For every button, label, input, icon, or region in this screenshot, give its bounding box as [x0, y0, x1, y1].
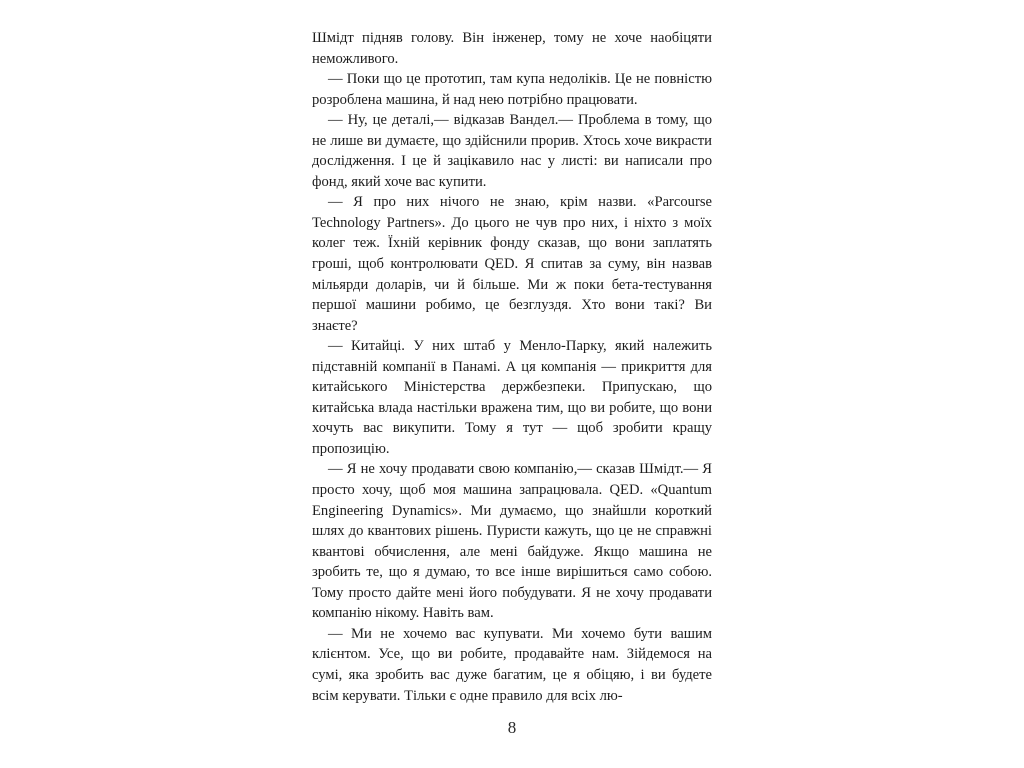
paragraph: — Поки що це прототип, там купа недоліків. Це не повністю розроблена машина, й над нею потрібно працювати. — [312, 71, 712, 108]
text-column — [312, 28, 712, 706]
paragraph: — Я про них нічого не знаю, крім назви. «Parcourse Technology Partners». До цього не чув про них, і ніхто з моїх колег теж. Їхній керівник фонду сказав, що вони заплатять гроші, щоб контролювати QED. Я спитав за суму, він назвав мільярди доларів, чи й більше. Ми ж поки бета-тестування першої машини робимо, це безглуздя. Хто вони такі? Ви знаєте? — [312, 194, 712, 334]
paragraph: — Ну, це деталі,— відказав Вандел.— Проблема в тому, що не лише ви думаєте, що здійснили прорив. Хтось хоче викрасти дослідження. І це й зацікавило нас у листі: ви написали про фонд, який хоче вас купити. — [312, 112, 712, 190]
paragraph: — Я не хочу продавати свою компанію,— сказав Шмідт.— Я просто хочу, щоб моя машина запрацювала. QED. «Quantum Engineering Dynamics». Ми думаємо, що знайшли короткий шлях до квантових рішень. Пуристи кажуть, що це не справжні квантові обчислення, але мені байдуже. Якщо машина не зробить те, що я думаю, то все інше вирішиться само собою. Тому просто дайте мені його побудувати. Я не хочу продавати компанію нікому. Навіть вам. — [312, 461, 712, 622]
paragraph: Шмідт підняв голову. Він інженер, тому не хоче наобіцяти неможливого. — [312, 30, 712, 67]
paragraph: — Ми не хочемо вас купувати. Ми хочемо бути вашим клієнтом. Усе, що ви робите, продавайте нам. Зійдемося на сумі, яка зробить вас дуже багатим, це я обіцяю, і ви будете всім керувати. Тільки є одне правило для всіх лю- — [312, 625, 712, 704]
paragraph: — Китайці. У них штаб у Менло-Парку, який належить підставній компанії в Панамі. А ця компанія — прикриття для китайського Міністерства держбезпеки. Припускаю, що китайська влада настільки вражена тим, що ви робите, що вони хочуть вас викупити. Тому я тут — щоб зробити кращу пропозицію. — [312, 338, 712, 457]
page-number: 8 — [507, 718, 517, 737]
